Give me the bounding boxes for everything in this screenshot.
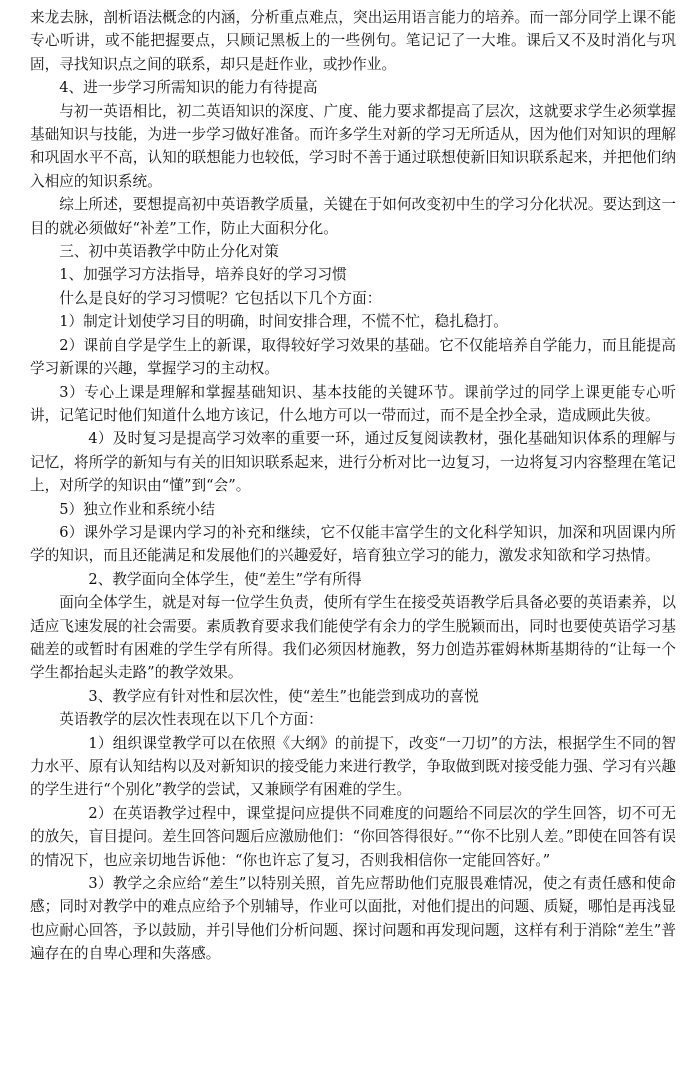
- paragraph-summary: 综上所述，要想提高初中英语教学质量，关键在于如何改变初中生的学习分化状况。要达到这一目的就必须做好“补差”工作，防止大面积分化。: [30, 196, 676, 237]
- list-item-3: 3）专心上课是理解和掌握基础知识、基本技能的关键环节。课前学过的同学上课更能专心听讲，记笔记时他们知道什么地方该记，什么地方可以一带而过，而不是全抄全录，造成顾此失彼。: [30, 383, 676, 424]
- section-heading-3: 三、初中英语教学中防止分化对策: [59, 243, 279, 261]
- subheading-3-levels: 3、教学应有针对性和层次性，使“差生”也能尝到成功的喜悦: [88, 687, 479, 705]
- list-item-6: 6）课外学习是课内学习的补充和继续，它不仅能丰富学生的文化科学知识，加深和巩固课内所学的知识，而且还能满足和发展他们的兴趣爱好，培育独立学习的能力，激发求知欲和学习热情。: [30, 523, 676, 565]
- list-item-2: 2）课前自学是学生上的新课，取得较好学习效果的基础。它不仅能培养自学能力，而且能提高学习新课的兴趣，掌握学习的主动权。: [30, 336, 676, 378]
- levels-item-3: 3）教学之余应给“差生”以特别关照，首先应帮助他们克服畏难情况，使之有责任感和使命感；同时对教学中的难点应给予个别辅导，作业可以面批，对他们提出的问题、质疑，哪怕是再浅显也应耐心回答，予以鼓励，并引导他们分析问题、探讨问题和再发现问题，这样有利于消除“差生”普遍存在的自卑心理和失落感。: [30, 875, 676, 963]
- list-item-5: 5）独立作业和系统小结: [59, 500, 215, 518]
- paragraph-habits-question: 什么是良好的学习习惯呢？它包括以下几个方面：: [59, 289, 382, 307]
- subheading-2-all-students: 2、教学面向全体学生，使“差生”学有所得: [88, 570, 362, 588]
- heading-4-ability: 4、进一步学习所需知识的能力有待提高: [59, 79, 318, 97]
- paragraph-grade-comparison: 与初一英语相比，初二英语知识的深度、广度、能力要求都提高了层次，这就要求学生必须掌握基础知识与技能，为进一步学习做好准备。而许多学生对新的学习无所适从，因为他们对知识的理解和巩固水平不高，认知的联想能力也较低，学习时不善于通过联想使新旧知识联系起来，并把他们纳入相应的知识系统。: [30, 102, 676, 190]
- levels-item-2: 2）在英语教学过程中，课堂提问应提供不同难度的问题给不同层次的学生回答，切不可无的放矢，盲目提问。差生回答问题后应激励他们：“你回答得很好。”“你不比别人差。”即使在回答有误的情况下，也应亲切地告诉他：“你也许忘了复习，否则我相信你一定能回答好。”: [30, 804, 676, 869]
- list-item-4: 4）及时复习是提高学习效率的重要一环，通过反复阅读教材，强化基础知识体系的理解与记忆，将所学的新知与有关的旧知识联系起来，进行分析对比一边复习，一边将复习内容整理在笔记上，对所学的知识由“懂”到“会”。: [30, 430, 676, 495]
- levels-item-1: 1）组织课堂教学可以在依照《大纲》的前提下，改变“一刀切”的方法，根据学生不同的智力水平、原有认知结构以及对新知识的接受能力来进行教学，争取做到既对接受能力强、学习有兴趣的学生进行“个别化”教学的尝试，又兼顾学有困难的学生。: [30, 734, 676, 799]
- paragraph-levels-intro: 英语教学的层次性表现在以下几个方面：: [59, 711, 323, 729]
- list-item-1: 1）制定计划使学习目的明确，时间安排合理，不慌不忙，稳扎稳打。: [59, 313, 508, 331]
- subheading-1-methods: 1、加强学习方法指导，培养良好的学习习惯: [59, 266, 347, 284]
- paragraph-continuation: 来龙去脉，剖析语法概念的内涵，分析重点难点，突出运用语言能力的培养。而一部分同学上课不能专心听讲，或不能把握要点，只顾记黑板上的一些例句。笔记记了一大堆。课后又不及时消化与巩固，寻找知识点之间的联系，却只是赶作业，或抄作业。: [30, 9, 676, 73]
- paragraph-all-students: 面向全体学生，就是对每一位学生负责，使所有学生在接受英语教学后具备必要的英语素养，以适应飞速发展的社会需要。素质教育要求我们能使学有余力的学生脱颖而出，同时也要使英语学习基础差的或暂时有困难的学生学有所得。我们必须因材施教，努力创造苏霍姆林斯基期待的“让每一个学生都抬起头走路”的教学效果。: [30, 594, 676, 682]
